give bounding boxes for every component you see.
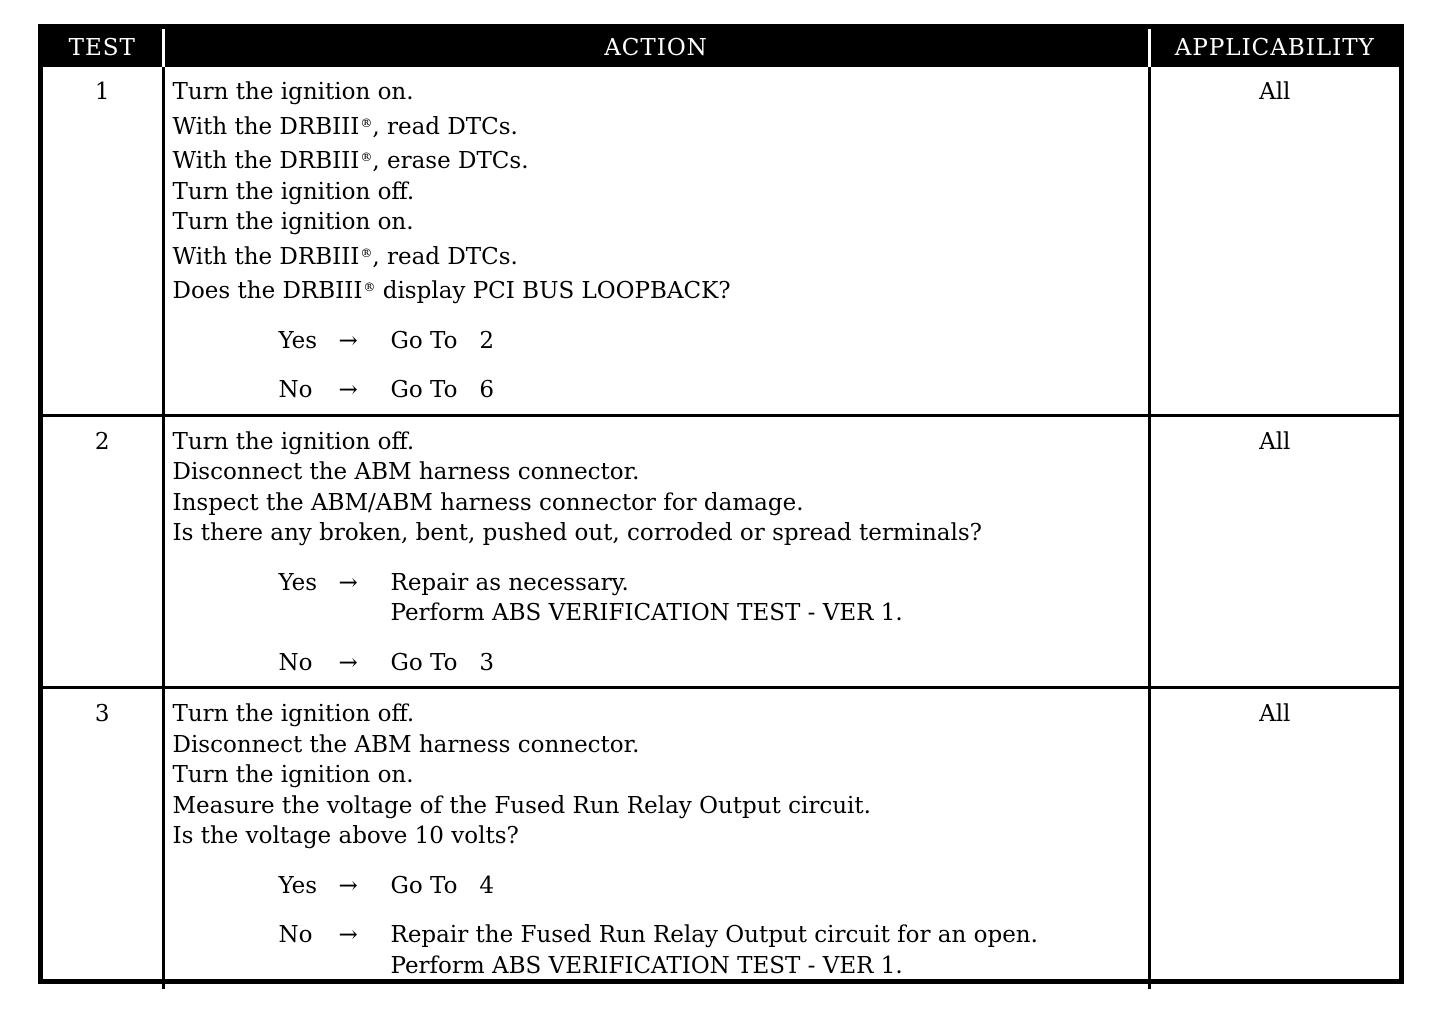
arrow-right-icon: → <box>338 569 358 596</box>
action-step: Does the DRBIII® display PCI BUS LOOPBACK? <box>172 278 731 304</box>
branch-no <box>279 648 1148 679</box>
action-step: Turn the ignition on. <box>172 762 414 788</box>
branch-result-line: Repair the Fused Run Relay Output circuit for an open. <box>390 922 1038 948</box>
branch-result <box>391 568 1148 629</box>
action-step: Turn the ignition off. <box>172 178 415 205</box>
table-row <box>43 688 1399 990</box>
action-step: Disconnect the ABM harness connector. <box>172 459 640 485</box>
applicability-value: All <box>1149 415 1399 688</box>
action-step: With the DRBIII®, erase DTCs. <box>172 148 529 174</box>
branch-result <box>391 375 1148 406</box>
action-step: With the DRBIII®, read DTCs. <box>172 113 518 140</box>
action-step: Turn the ignition on. <box>172 209 414 235</box>
branch-list <box>173 326 1148 406</box>
branch-result-line: Repair as necessary. <box>390 569 629 596</box>
diagnostic-table <box>43 29 1399 989</box>
action-step: Disconnect the ABM harness connector. <box>172 731 640 758</box>
action-step: Turn the ignition off. <box>172 428 415 455</box>
arrow-right-icon: → <box>338 922 358 948</box>
test-number: 3 <box>43 688 163 990</box>
branch-result-line: Go To 6 <box>390 377 494 403</box>
branch-list <box>173 568 1148 679</box>
table-row <box>43 415 1399 688</box>
diagnostic-table-sheet <box>38 24 1404 984</box>
branch-result-line: Go To 4 <box>390 872 494 899</box>
arrow-right-icon: → <box>338 377 358 403</box>
applicability-value: All <box>1149 67 1399 415</box>
branch-answer: No <box>278 649 313 676</box>
test-number: 1 <box>43 67 163 415</box>
branch-no <box>279 375 1148 406</box>
test-number: 2 <box>43 415 163 688</box>
action-step: Measure the voltage of the Fused Run Relay Output circuit. <box>172 792 871 819</box>
branch-yes <box>279 568 1148 629</box>
table-row <box>43 67 1399 415</box>
branch-result <box>391 326 1148 357</box>
branch-answer: No <box>278 377 313 403</box>
branch-yes <box>279 326 1148 357</box>
branch-result-line: Go To 2 <box>390 327 494 354</box>
action-step: Is there any broken, bent, pushed out, corroded or spread terminals? <box>172 520 982 546</box>
action-step: Inspect the ABM/ABM harness connector for damage. <box>172 489 804 516</box>
header-action: ACTION <box>163 29 1149 67</box>
branch-answer: Yes <box>278 872 318 899</box>
action-step: Turn the ignition off. <box>172 701 415 727</box>
action-cell <box>163 415 1149 688</box>
registered-mark: ® <box>360 115 373 130</box>
branch-list <box>173 871 1148 982</box>
header-test: TEST <box>43 29 163 67</box>
branch-yes <box>279 871 1148 902</box>
branch-result <box>391 871 1148 902</box>
action-step: With the DRBIII®, read DTCs. <box>172 243 518 270</box>
branch-answer: Yes <box>278 569 318 596</box>
branch-result <box>391 920 1148 981</box>
registered-mark: ® <box>363 280 376 294</box>
header-row <box>43 29 1399 67</box>
action-cell <box>163 688 1149 990</box>
registered-mark: ® <box>360 245 373 260</box>
action-step: Turn the ignition on. <box>172 79 414 105</box>
branch-answer: Yes <box>278 327 318 354</box>
arrow-right-icon: → <box>338 649 358 676</box>
branch-result-line: Perform ABS VERIFICATION TEST - VER 1. <box>390 952 903 979</box>
action-cell <box>163 67 1149 415</box>
branch-result-line: Go To 3 <box>390 649 494 676</box>
arrow-right-icon: → <box>338 872 358 899</box>
branch-no <box>279 920 1148 981</box>
applicability-value: All <box>1149 688 1399 990</box>
branch-result-line: Perform ABS VERIFICATION TEST - VER 1. <box>390 600 903 626</box>
header-applicability: APPLICABILITY <box>1149 29 1399 67</box>
branch-result <box>391 648 1148 679</box>
arrow-right-icon: → <box>338 327 358 354</box>
registered-mark: ® <box>360 150 373 164</box>
branch-answer: No <box>278 922 313 948</box>
action-step: Is the voltage above 10 volts? <box>172 823 519 849</box>
